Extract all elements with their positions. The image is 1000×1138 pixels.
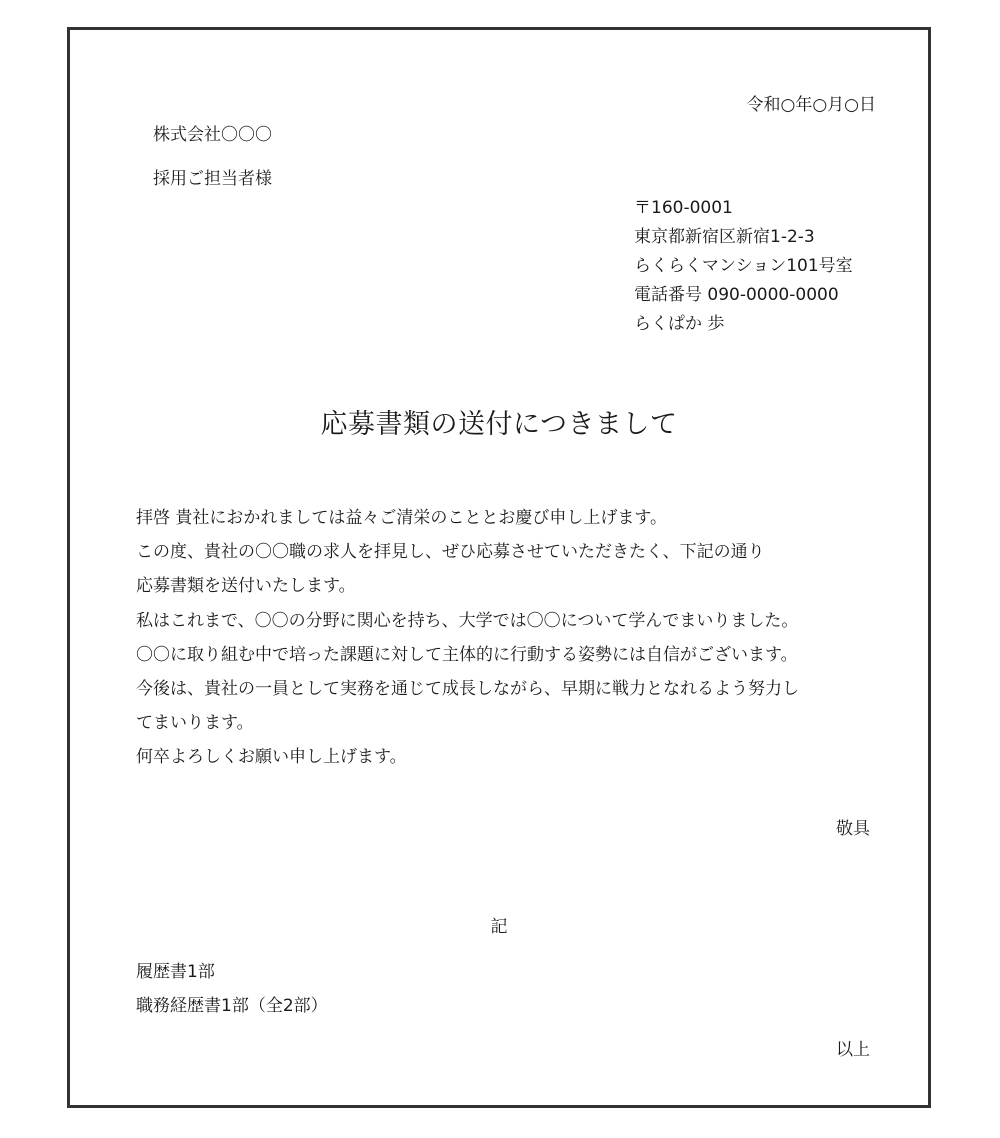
body-line: 今後は、貴社の一員として実務を通じて成長しながら、早期に戦力となれるよう努力し xyxy=(136,679,799,700)
body-line: 応募書類を送付いたします。 xyxy=(136,576,356,597)
letter-body xyxy=(136,501,799,775)
sender-address-line-2: らくらくマンション101号室 xyxy=(634,256,853,276)
body-line: 私はこれまで、〇〇の分野に関心を持ち、大学では〇〇について学んでまいりました。 xyxy=(136,610,799,631)
enclosure-list xyxy=(136,955,328,1023)
closing-ijou: 以上 xyxy=(836,1040,870,1060)
sender-phone: 電話番号 090-0000-0000 xyxy=(634,285,839,305)
recipient-person: 採用ご担当者様 xyxy=(153,169,272,189)
letter-page xyxy=(67,27,931,1108)
body-line: 拝啓 貴社におかれましては益々ご清栄のこととお慶び申し上げます。 xyxy=(136,508,668,528)
sender-name: らくぱか 歩 xyxy=(634,314,725,334)
body-line: この度、貴社の〇〇職の求人を拝見し、ぜひ応募させていただきたく、下記の通り xyxy=(136,542,765,563)
closing-keigu: 敬具 xyxy=(836,819,870,839)
enclosure-item: 職務経歴書1部（全2部） xyxy=(136,996,328,1016)
enclosure-item: 履歴書1部 xyxy=(136,962,215,982)
body-line: てまいります。 xyxy=(136,713,254,734)
body-line: 何卒よろしくお願い申し上げます。 xyxy=(136,747,407,768)
body-line: 〇〇に取り組む中で培った課題に対して主体的に行動する姿勢には自信がございます。 xyxy=(136,644,798,665)
sender-block xyxy=(634,194,853,339)
ki-heading: 記 xyxy=(490,917,508,937)
recipient-company: 株式会社〇〇〇 xyxy=(153,125,272,145)
letter-date: 令和○年○月○日 xyxy=(746,95,876,115)
sender-address-line-1: 東京都新宿区新宿1-2-3 xyxy=(634,227,815,247)
letter-title: 応募書類の送付につきまして xyxy=(320,409,678,440)
sender-postal-code: 〒160-0001 xyxy=(634,198,733,218)
